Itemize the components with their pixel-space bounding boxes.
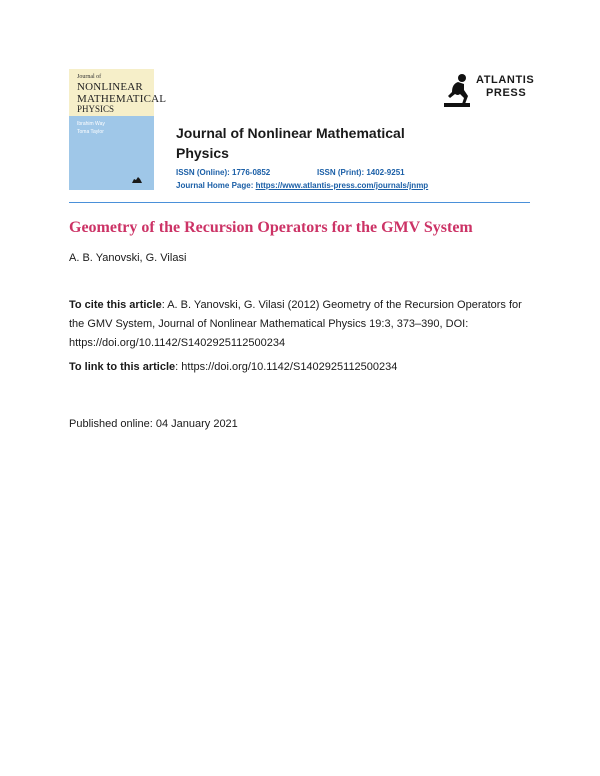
homepage-label: Journal Home Page:: [176, 181, 256, 190]
article-title: Geometry of the Recursion Operators for the GMV System: [69, 219, 473, 236]
cover-editor-1: Ibrahim Way: [77, 121, 105, 127]
citation-block: [69, 296, 539, 353]
cite-text[interactable]: : A. B. Yanovski, G. Vilasi (2012) Geometry of the Recursion Operators for the GMV System, Journal of Nonlinear Mathematical Physics 19:3, 373–390, DOI: https://doi.org/10.1142/S1402925112500234: [69, 299, 522, 349]
header-divider: [69, 202, 530, 203]
cover-publisher-logo-icon: [131, 176, 143, 184]
article-link-block: [69, 361, 539, 373]
cover-text-nonlinear: NONLINEAR: [77, 81, 143, 93]
cover-text-journal-of: Journal of: [77, 74, 102, 80]
cover-text-mathematical: MATHEMATICAL: [77, 93, 167, 105]
cover-editor-2: Toma Taylor: [77, 129, 104, 135]
cite-label: To cite this article: [69, 299, 162, 311]
issn-online: ISSN (Online): 1776-0852: [176, 168, 271, 177]
journal-homepage: [176, 181, 428, 190]
thinker-statue-icon: [440, 72, 474, 108]
published-date: Published online: 04 January 2021: [69, 418, 238, 430]
article-authors: A. B. Yanovski, G. Vilasi: [69, 252, 187, 264]
link-label: To link to this article: [69, 361, 176, 373]
journal-title: Journal of Nonlinear Mathematical Physics: [176, 125, 405, 161]
publisher-name-line2: PRESS: [486, 87, 527, 99]
homepage-link[interactable]: https://www.atlantis-press.com/journals/jnmp: [255, 181, 429, 190]
atlantis-press-logo: [440, 72, 540, 112]
doi-link[interactable]: : https://doi.org/10.1142/S1402925112500234: [175, 361, 398, 373]
cover-text-physics: PHYSICS: [77, 104, 115, 114]
publisher-name-line1: ATLANTIS: [476, 74, 535, 86]
issn-print: ISSN (Print): 1402-9251: [317, 168, 405, 177]
journal-cover-image: [69, 69, 167, 190]
